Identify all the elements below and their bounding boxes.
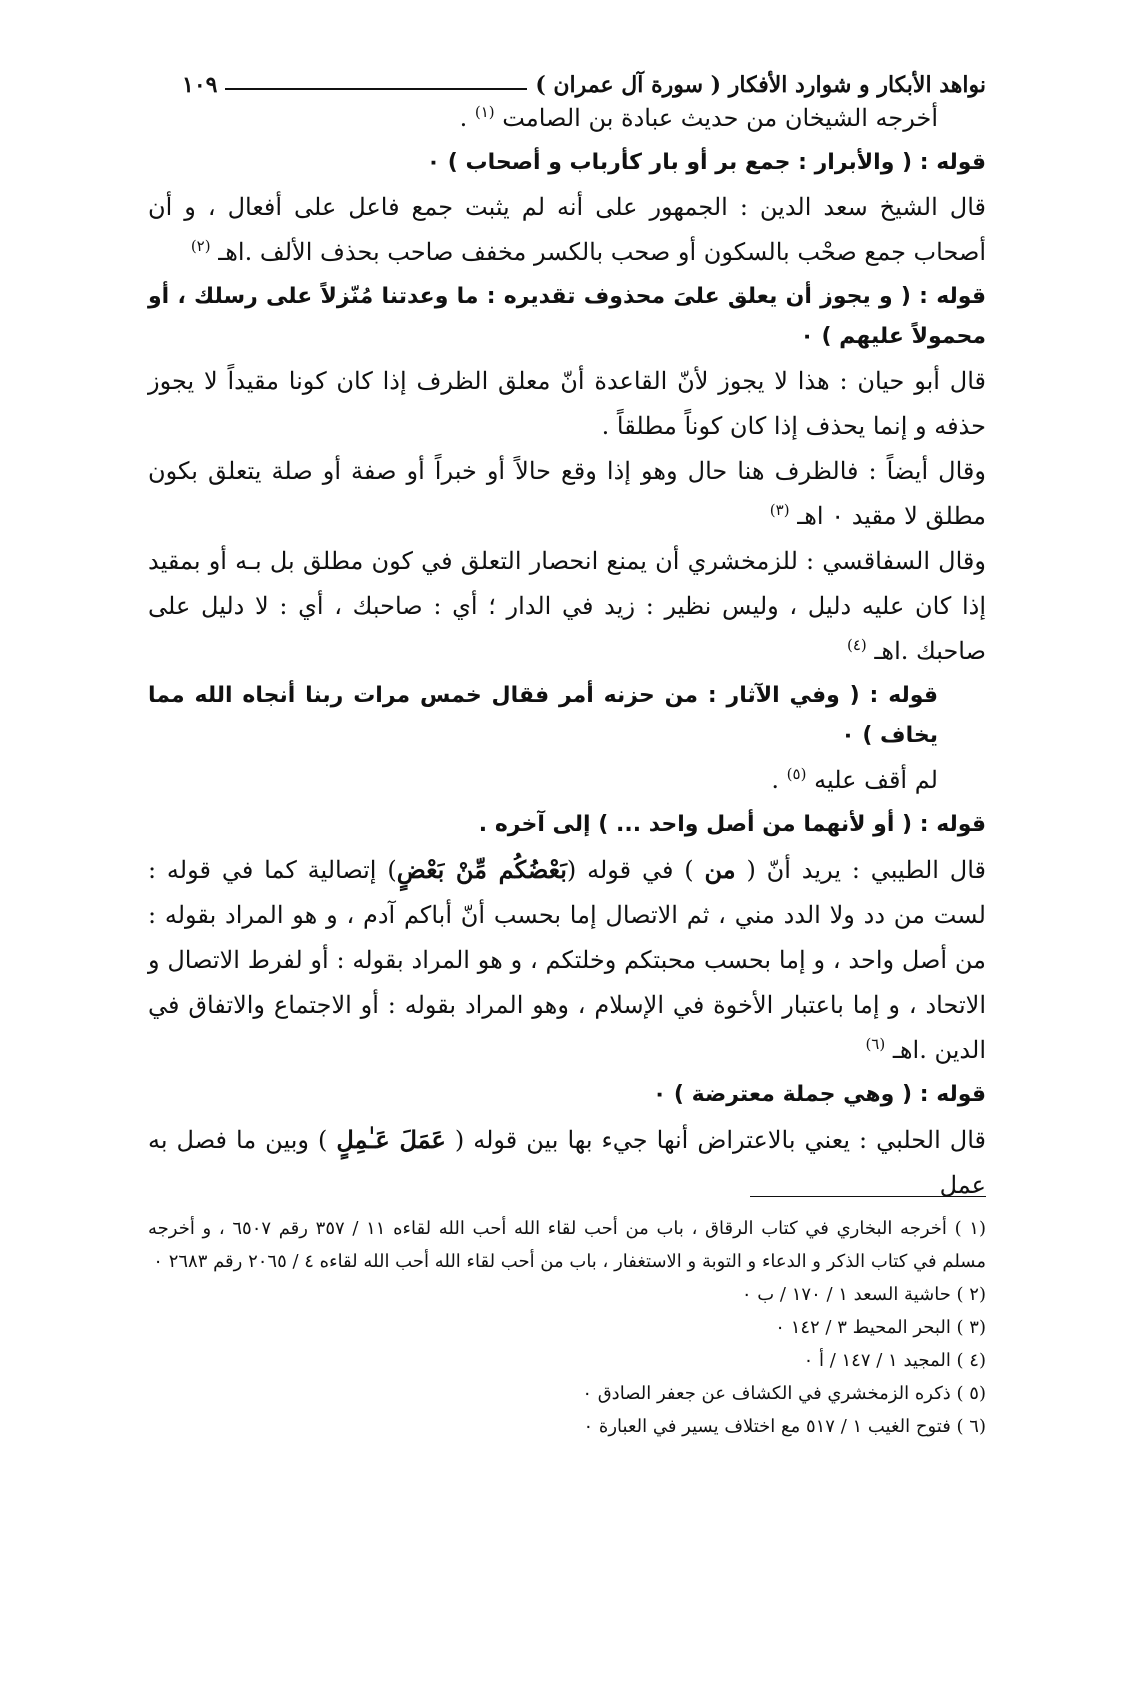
footnote-3: (٣ ) البحر المحيط ٣ / ١٤٢ ٠ (775, 1317, 986, 1338)
running-title: نواهد الأبكار و شوارد الأفكار ( سورة آل عمران ) (535, 72, 986, 98)
main-text (148, 96, 986, 1208)
footnote-2: (٢ ) حاشية السعد ١ / ١٧٠ / ب ٠ (741, 1284, 986, 1305)
paragraph-7: قال الطيبي : يريد أنّ ( من ) في قوله (بَعْضُكُم مِّنْ بَعْضٍ) إتصالية كما في قوله : لست من دد ولا الدد مني ، ثم الاتصال إما بحسب أنّ أباكم آدم ، و هو المراد بقوله : من أصل واحد ، و إما بحسب محبتكم وخلتكم ، و هو المراد بقوله : أو لفرط الاتصال و الاتحاد ، و إما باعتبار الأخوة في الإسلام ، وهو المراد بقوله : أو الاجتماع والاتفاق في الدين .اهـ $^{(٦)}$ (148, 855, 986, 1064)
quran-quote: بَعْضُكُم مِّنْ بَعْضٍ (396, 855, 567, 884)
paragraph-4: وقال أيضاً : فالظرف هنا حال وهو إذا وقع حالاً أو خبراً أو صفة أو صلة يتعلق بكون مطلق لا مقيد ٠ اهـ $^{(٣)}$ (148, 457, 986, 530)
heading-4: قوله : ( أو لأنهما من أصل واحد ... ) إلى آخره . (478, 812, 986, 837)
footnote-ref: (٤) (846, 636, 867, 654)
header-rule (225, 88, 527, 90)
paragraph-1: أخرجه الشيخان من حديث عبادة بن الصامت $^{(١)}$ . (459, 103, 938, 132)
footnote-separator (750, 1196, 986, 1197)
paragraph-3: قال أبو حيان : هذا لا يجوز لأنّ القاعدة أنّ معلق الظرف إذا كان كونا مقيداً لا يجوز حذفه و إنما يحذف إذا كان كوناً مطلقاً . (148, 367, 986, 440)
footnote-4: (٤ ) المجيد ١ / ١٤٧ / أ ٠ (803, 1350, 986, 1371)
paragraph-2: قال الشيخ سعد الدين : الجمهور على أنه لم يثبت جمع فاعل على أفعال ، و أن أصحاب جمع صحْب بالسكون أو صحب بالكسر مخفف صاحب بحذف الألف .اهـ $^{(٢)}$ (148, 193, 986, 266)
quran-quote: عَمَلَ عَـٰمِلٍ (336, 1125, 446, 1154)
heading-1: قوله : ( والأبرار : جمع بر أو بار كأرباب و أصحاب ) ٠ (426, 150, 986, 175)
footnote-6: (٦ ) فتوح الغيب ١ / ٥١٧ مع اختلاف يسير في العبارة ٠ (583, 1416, 986, 1437)
heading-3: قوله : ( وفي الآثار : من حزنه أمر فقال خمس مرات ربنا أنجاه الله مما يخاف ) ٠ (148, 683, 938, 748)
heading-5: قوله : ( وهي جملة معترضة ) ٠ (652, 1082, 986, 1107)
footnote-5: (٥ ) ذكره الزمخشري في الكشاف عن جعفر الصادق ٠ (582, 1383, 986, 1404)
footnote-ref: (٢) (190, 237, 211, 255)
paragraph-5: وقال السفاقسي : للزمخشري أن يمنع انحصار التعلق في كون مطلق بل بـه أو بمقيد إذا كان عليه دليل ، وليس نظير : زيد في الدار ؛ أي : صاحبك ، أي : لا دليل على صاحبك .اهـ $^{(٤)}$ (148, 547, 987, 665)
footnote-1: (١ ) أخرجه البخاري في كتاب الرقاق ، باب من أحب لقاء الله أحب الله لقاءه ١١ / ٣٥٧ رقم ٦٥٠٧ ، و أخرجه مسلم في كتاب الذكر و الدعاء و التوبة و الاستغفار ، باب من أحب لقاء الله أحب الله لقاءه ٤ / ٢٠٦٥ رقم ٢٦٨٣ ٠ (148, 1218, 986, 1272)
footnote-ref: (١) (474, 103, 495, 121)
footnote-ref: (٣) (769, 501, 790, 519)
paragraph-8: قال الحلبي : يعني بالاعتراض أنها جيء بها بين قوله ( عَمَلَ عَـٰمِلٍ ) وبين ما فصل به عمل (148, 1125, 986, 1199)
footnote-ref: (٥) (786, 765, 807, 783)
paragraph-6: لم أقف عليه $^{(٥)}$ . (771, 765, 938, 794)
page-header (182, 58, 986, 98)
footnote-ref: (٦) (865, 1035, 886, 1053)
heading-2: قوله : ( و يجوز أن يعلق علىَ محذوف تقديره : ما وعدتنا مُنّزلاً على رسلك ، أو محمولاً عليهم ) ٠ (148, 284, 986, 349)
page-number: ١٠٩ (182, 72, 218, 98)
footnotes (148, 1212, 986, 1443)
